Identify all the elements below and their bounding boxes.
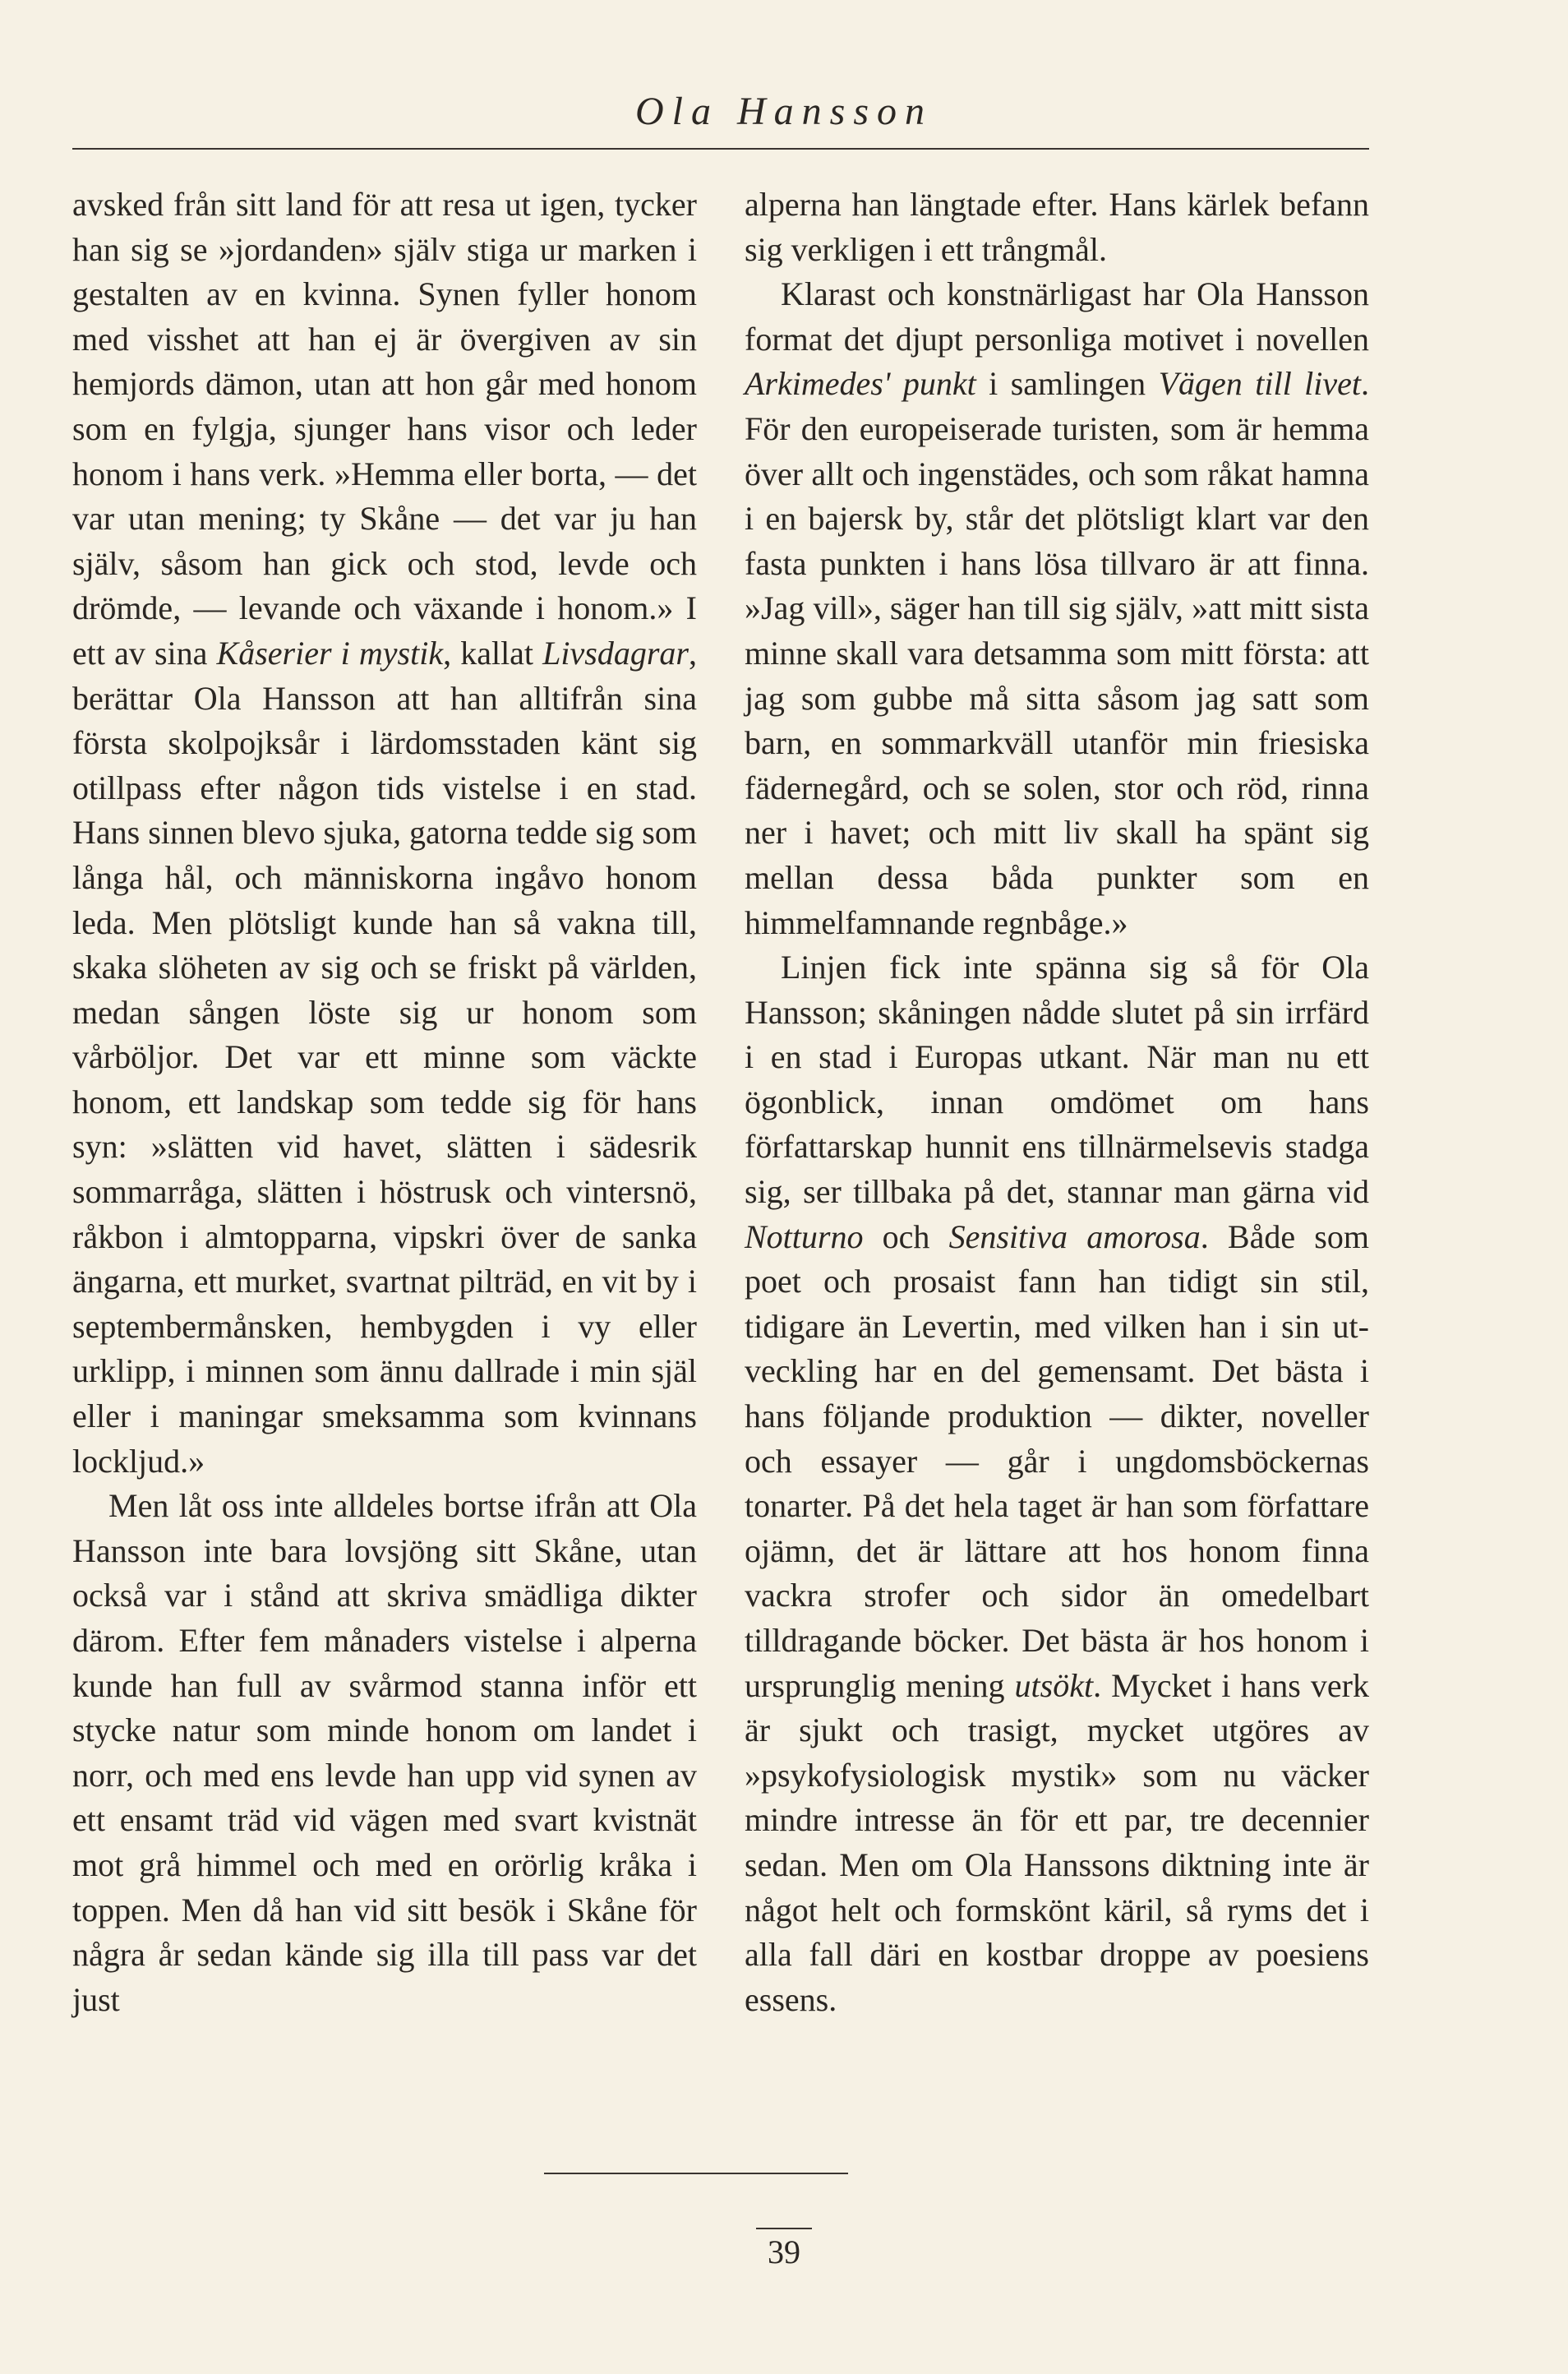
title-italic: Arkimedes' punkt xyxy=(745,365,976,403)
text-run: avsked från sitt land för att resa ut igen, tycker han sig se »jordanden» själv stiga ur marken i gestalten av en kvinna. Synen fyller honom med visshet att han ej är övergiven av sin hemjords dämon, utan att hon går med honom som en fylgja, sjunger hans visor och leder honom i hans verk. »Hemma eller borta, — det var utan mening; ty Skåne — det var ju han själv, såsom han gick och stod, levde och drömde, — levande och växande i honom.» I ett av sina xyxy=(72,186,697,672)
paragraph: Men låt oss inte alldeles bortse ifrån att Ola Hansson inte bara lovsjöng sitt Skåne, utan också var i stånd att skriva smädliga dikter därom. Efter fem månaders vistelse i alperna kunde han full av svårmod stanna inför ett stycke natur som minde honom om landet i norr, och med ens levde han upp vid synen av ett ensamt träd vid vägen med svart kvistnät mot grå himmel och med en orörlig kråka i toppen. Men då han vid sitt besök i Skåne för några år sedan kände sig illa till pass var det just xyxy=(72,1487,697,2018)
title-italic: Kåserier i mystik xyxy=(216,634,444,672)
page-number-value: 39 xyxy=(756,2228,812,2271)
title-italic: Livsdagrar xyxy=(542,634,689,672)
section-end-rule xyxy=(544,2173,848,2174)
paragraph xyxy=(745,945,1369,2022)
text-run: Klarast och konstnärligast har Ola Hansson format det djupt personliga motivet i novellen xyxy=(745,275,1369,358)
header-rule xyxy=(72,148,1369,150)
title-italic: Sensitiva amorosa xyxy=(948,1217,1201,1255)
text-run: Linjen fick inte spänna sig så för Ola Hansson; skåningen nådde slutet på sin irrfärd i en stad i Europas utkant. När man nu ett ögonblick, innan omdömet om hans författarskap hunnit ens tillnärmelsevis stadga sig, ser tillbaka på det, stannar man gärna vid xyxy=(745,949,1369,1211)
paragraph xyxy=(745,272,1369,945)
text-run: i samlingen xyxy=(975,365,1159,403)
text-run: . Mycket i hans verk är sjukt och trasigt, mycket utgöres av »psykofysiologisk mystik» som nu väcker mindre intresse än för ett par, tre decennier sedan. Men om Ola Hanssons diktning inte är något helt och formskönt käril, så ryms det i alla fall däri en kostbar droppe av poesiens essens. xyxy=(745,1666,1369,2018)
title-italic: Vägen till livet xyxy=(1158,365,1361,403)
running-header: Ola Hansson xyxy=(634,90,934,133)
text-run: , kallat xyxy=(443,634,543,672)
title-italic: Notturno xyxy=(745,1217,864,1255)
text-run: . Både som poet och prosaist fann han tidigt sin stil, tidigare än Levertin, med vilken han i sin utveckling har en del gemensamt. Det bästa i hans följande produktion — dikter, noveller och essayer — går i ungdomsböckernas tonarter. På det hela taget är han som författare ojämn, det är lättare att hos honom finna vackra strofer och sidor än omedelbart tilldragande böcker. Det bästa är hos honom i ursprunglig mening xyxy=(745,1217,1369,1704)
paragraph: alperna han längtade efter. Hans kärlek befann sig verkligen i ett trångmål. xyxy=(745,186,1369,268)
page-number xyxy=(0,2228,1568,2271)
text-run: , berättar Ola Hansson att han alltifrån sina första skolpojksår i lärdomsstaden känt sig otillpass efter någon tids vistelse i en stad. Hans sinnen blevo sjuka, gatorna tedde sig som långa hål, och människorna ingåvo honom leda. Men plötsligt kunde han så vakna till, skaka slöheten av sig och se friskt på världen, medan sången löste sig ur honom som vårböljor. Det var ett minne som väckte honom, ett landskap som tedde sig för hans syn: »slätten vid havet, slätten i sädesrik sommarråga, slätten i höstrusk och vintersnö, råkbon i almtopparna, vipskri över de sanka ängarna, ett murket, svartnat pilträd, en vit by i septembermånsken, hembygden i vy eller urklipp, i minnen som ännu dallrade i min själ eller i maningar smeksamma som kvinnans lockljud.» xyxy=(72,634,697,1480)
left-column xyxy=(72,182,697,2022)
text-run: . För den europeiserade turisten, som är hemma över allt och ingenstädes, och som råkat hamna i en bajersk by, står det plötsligt klart var den fasta punkten i hans lösa tillvaro är att finna. »Jag vill», säger han till sig själv, »att mitt sista minne skall vara detsamma som mitt första: att jag som gubbe må sitta såsom jag satt som barn, en sommarkväll utanför min friesiska fädernegård, och se solen, stor och röd, rinna ner i havet; och mitt liv skall ha spänt sig mellan dessa båda punkter som en himmelfamnande regnbåge.» xyxy=(745,365,1369,941)
text-run: och xyxy=(863,1217,949,1255)
title-italic: utsökt xyxy=(1014,1666,1094,1704)
right-column xyxy=(745,182,1369,2022)
paragraph xyxy=(72,182,697,1484)
